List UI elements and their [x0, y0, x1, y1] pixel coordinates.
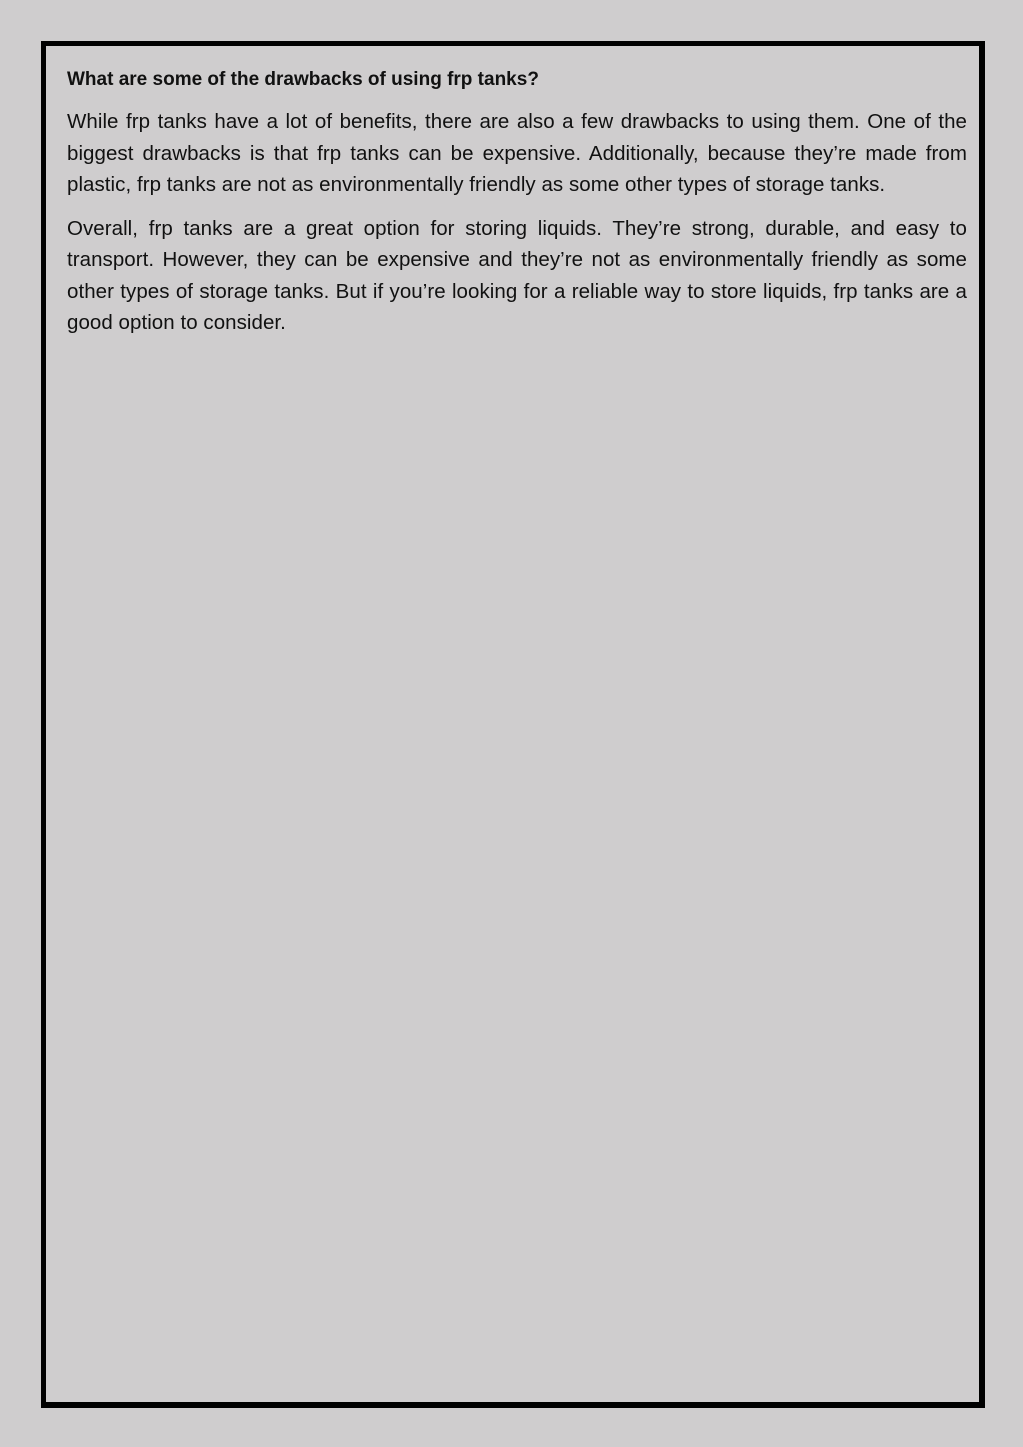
page-frame	[41, 41, 985, 1408]
section-heading: What are some of the drawbacks of using frp tanks?	[67, 69, 539, 90]
document-body	[67, 66, 967, 351]
paragraph-drawbacks: While frp tanks have a lot of benefits, there are also a few drawbacks to using them. One of the biggest drawbacks is that frp tanks can be expensive. Additionally, because they’re made from plastic, frp tanks are not as environmentally friendly as some other types of storage tanks.	[67, 110, 967, 196]
paragraph-overall: Overall, frp tanks are a great option for storing liquids. They’re strong, durable, and easy to transport. However, they can be expensive and they’re not as environmentally friendly as some other types of storage tanks. But if you’re looking for a reliable way to store liquids, frp tanks are a good option to consider.	[67, 216, 967, 334]
